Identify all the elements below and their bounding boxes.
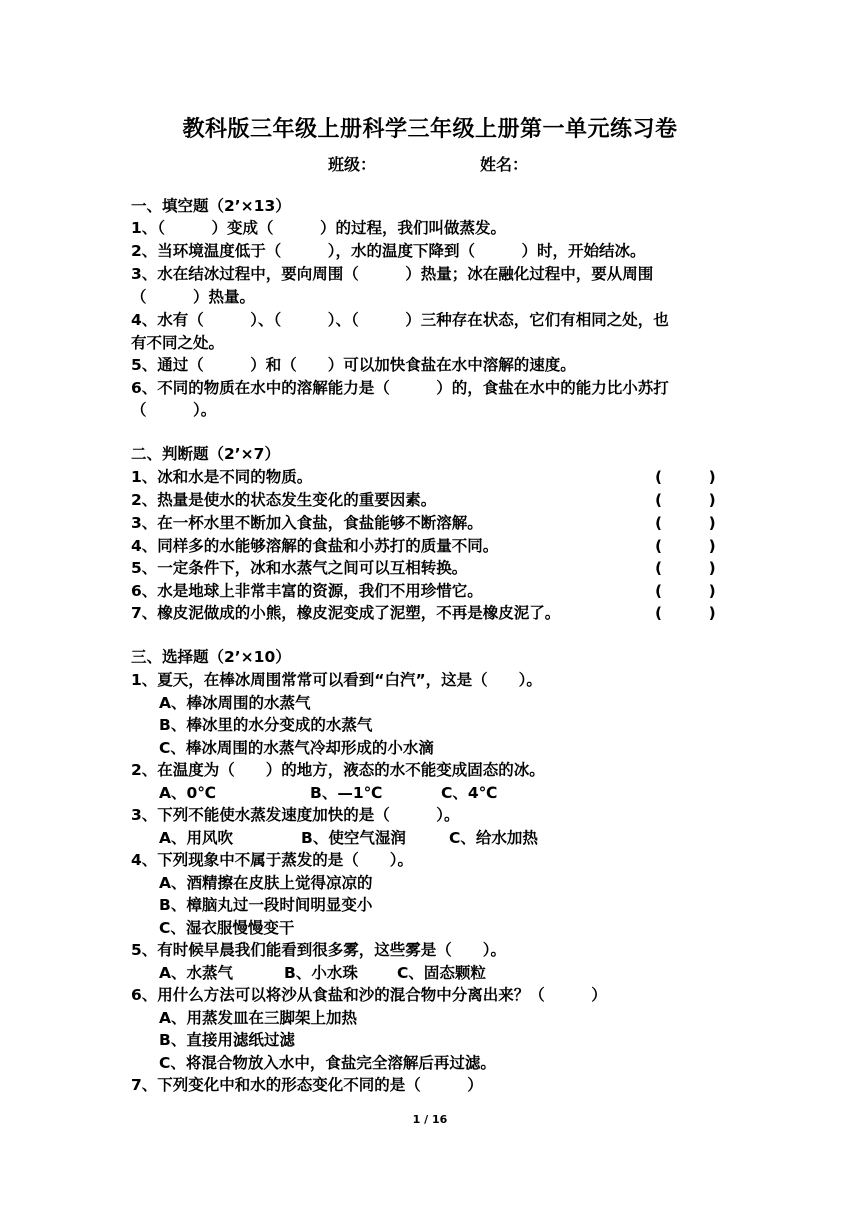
choice-option[interactable]: B、直接用滤纸过滤 [159,1031,295,1049]
section-heading-fill-blank: 一、填空题（2’×13） [131,197,291,215]
choice-option[interactable]: B、使空气湿润 [301,829,406,847]
true-false-item: 7、橡皮泥做成的小熊，橡皮泥变成了泥塑，不再是橡皮泥了。 [131,604,561,622]
fill-blank-line: （ ）。 [131,401,217,419]
fill-blank-line: 有不同之处。 [131,334,225,352]
true-false-item: 6、水是地球上非常丰富的资源，我们不用珍惜它。 [131,582,483,600]
answer-blank[interactable]: ( ) [655,604,716,622]
choice-question: 4、下列现象中不属于蒸发的是（ ）。 [131,851,414,869]
choice-option[interactable]: A、0℃ [159,784,217,802]
choice-question: 3、下列不能使水蒸发速度加快的是（ ）。 [131,806,460,824]
true-false-item: 5、一定条件下，冰和水蒸气之间可以互相转换。 [131,559,468,577]
choice-option[interactable]: A、棒冰周围的水蒸气 [159,694,311,712]
fill-blank-line: 5、通过（ ）和（ ）可以加快食盐在水中溶解的速度。 [131,356,576,374]
true-false-item: 3、在一杯水里不断加入食盐，食盐能够不断溶解。 [131,514,483,532]
answer-blank[interactable]: ( ) [655,582,716,600]
choice-option[interactable]: A、酒精擦在皮肤上觉得凉凉的 [159,874,373,892]
choice-option[interactable]: C、4℃ [441,784,498,802]
true-false-item: 1、冰和水是不同的物质。 [131,468,313,486]
fill-blank-line: 1、（ ）变成（ ）的过程，我们叫做蒸发。 [131,219,507,237]
page-title: 教科版三年级上册科学三年级上册第一单元练习卷 [182,117,678,142]
fill-blank-line: （ ）热量。 [131,288,256,306]
choice-option[interactable]: C、棒冰周围的水蒸气冷却形成的小水滴 [159,739,434,757]
fill-blank-line: 3、水在结冰过程中，要向周围（ ）热量；冰在融化过程中，要从周围 [131,265,654,283]
true-false-item: 4、同样多的水能够溶解的食盐和小苏打的质量不同。 [131,537,499,555]
answer-blank[interactable]: ( ) [655,491,716,509]
section-heading-multiple-choice: 三、选择题（2’×10） [131,648,291,666]
choice-question: 5、有时候早晨我们能看到很多雾，这些雾是（ ）。 [131,941,507,959]
choice-question: 6、用什么方法可以将沙从食盐和沙的混合物中分离出来？（ ） [131,986,607,1004]
fill-blank-line: 6、不同的物质在水中的溶解能力是（ ）的，食盐在水中的能力比小苏打 [131,379,669,397]
answer-blank[interactable]: ( ) [655,514,716,532]
choice-option[interactable]: B、棒冰里的水分变成的水蒸气 [159,716,373,734]
true-false-item: 2、热量是使水的状态发生变化的重要因素。 [131,491,437,509]
answer-blank[interactable]: ( ) [655,468,716,486]
choice-option[interactable]: A、水蒸气 [159,964,233,982]
choice-option[interactable]: A、用风吹 [159,829,233,847]
choice-option[interactable]: B、樟脑丸过一段时间明显变小 [159,896,373,914]
choice-option[interactable]: A、用蒸发皿在三脚架上加热 [159,1009,357,1027]
choice-option[interactable]: C、给水加热 [449,829,538,847]
answer-blank[interactable]: ( ) [655,559,716,577]
choice-question: 1、夏天，在棒冰周围常常可以看到“白汽”，这是（ ）。 [131,671,542,689]
choice-question: 7、下列变化中和水的形态变化不同的是（ ） [131,1076,483,1094]
choice-option[interactable]: B、—1℃ [310,784,383,802]
page-number: 1 / 16 [412,1113,448,1126]
section-heading-true-false: 二、判断题（2’×7） [131,445,280,463]
fill-blank-line: 4、水有（ ）、（ ）、（ ）三种存在状态，它们有相同之处，也 [131,311,669,329]
choice-option[interactable]: B、小水珠 [284,964,358,982]
choice-option[interactable]: C、将混合物放入水中，食盐完全溶解后再过滤。 [159,1054,496,1072]
choice-question: 2、在温度为（ ）的地方，液态的水不能变成固态的冰。 [131,761,545,779]
name-label: 姓名： [480,155,529,174]
fill-blank-line: 2、当环境温度低于（ ），水的温度下降到（ ）时，开始结冰。 [131,242,646,260]
class-label: 班级： [328,155,377,174]
choice-option[interactable]: C、固态颗粒 [397,964,486,982]
answer-blank[interactable]: ( ) [655,537,716,555]
choice-option[interactable]: C、湿衣服慢慢变干 [159,919,295,937]
